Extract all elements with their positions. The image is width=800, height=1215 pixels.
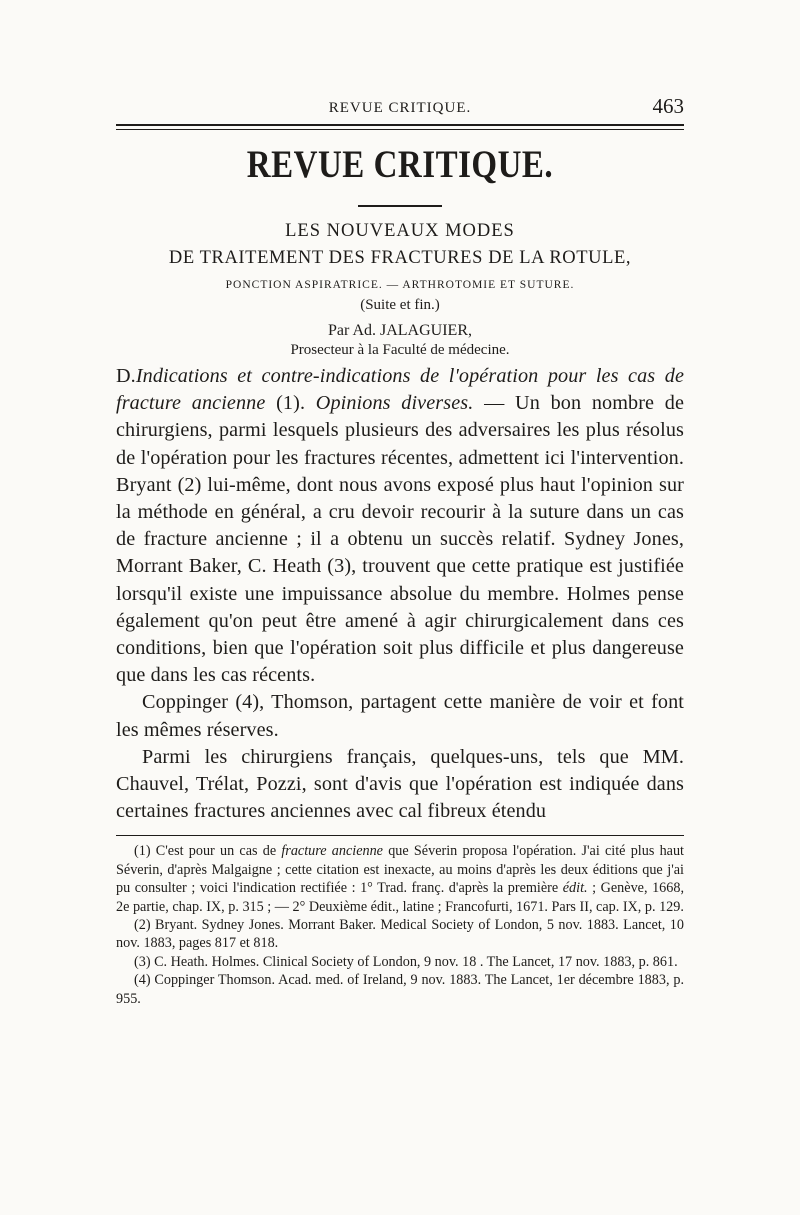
paragraph-1	[116, 363, 684, 689]
footnote-1-part-c: ; Genève, 1668, 2e partie, chap. IX, p. 315 ; — 2° Deuxième édit., latine ; Francofurti, 1671. Pars II, cap. IX, p. 129.	[116, 880, 684, 915]
footnote-2: (2) Bryant. Sydney Jones. Morrant Baker. Medical Society of London, 5 nov. 1883. Lancet, 10 nov. 1883, pages 817 et 818.	[116, 917, 684, 952]
footnote-rule	[116, 835, 684, 836]
footnote-1-part-a: (1) C'est pour un cas de	[134, 843, 282, 860]
author-byline: Par Ad. JALAGUIER,	[328, 322, 472, 339]
footnote-1-em-2: édit.	[562, 880, 588, 897]
footnotes	[116, 842, 684, 1008]
title-divider	[358, 205, 442, 207]
section-title: REVUE CRITIQUE.	[246, 144, 554, 187]
author-affiliation: Prosecteur à la Faculté de médecine.	[290, 342, 510, 358]
footnote-ref: (1).	[265, 392, 316, 415]
header-double-rule	[116, 124, 684, 130]
running-head	[116, 92, 684, 122]
article-body	[116, 363, 684, 825]
book-page	[116, 92, 684, 1008]
section-letter: D.	[116, 365, 136, 387]
footnote-1-em-1: fracture ancienne	[281, 843, 383, 860]
footnote-1	[116, 842, 684, 916]
paragraph-heading: Indications et contre-indications de l'opération pour les cas de fracture ancienne	[116, 365, 684, 415]
running-head-title: REVUE CRITIQUE.	[328, 100, 472, 116]
paragraph-2: Coppinger (4), Thomson, partagent cette manière de voir et font les mêmes réserves.	[116, 691, 684, 741]
footnote-3: (3) C. Heath. Holmes. Clinical Society of London, 9 nov. 18 . The Lancet, 17 nov. 1883, p. 861.	[134, 953, 678, 970]
article-title-line1: LES NOUVEAUX MODES	[285, 221, 515, 241]
paragraph-subheading: Opinions diverses.	[315, 392, 474, 415]
paragraph-1-text: — Un bon nombre de chirurgiens, parmi lesquels plusieurs des adversaires les plus résolus de l'opération pour les fractures récentes, admettent ici l'intervention. Bryant (2) lui-même, dont nous avons exposé plus haut l'opinion sur la méthode en général, a cru devoir recourir à la suture dans un cas de fracture ancienne ; il a obtenu un succès relatif. Sydney Jones, Morrant Baker, C. Heath (3), trouvent que cette pratique est justifiée lorsqu'il existe une impuissance absolue du membre. Holmes pense également qu'on peut être amené à agir chirurgicalement dans ces conditions, bien que l'opération soit plus difficile et plus dangereuse que dans les cas récents.	[116, 392, 685, 687]
footnote-4: (4) Coppinger Thomson. Acad. med. of Ireland, 9 nov. 1883. The Lancet, 1er décembre 1883, p. 955.	[116, 972, 684, 1007]
paragraph-3: Parmi les chirurgiens français, quelques-uns, tels que MM. Chauvel, Trélat, Pozzi, sont d'avis que l'opération est indiquée dans certaines fractures anciennes avec cal fibreux étendu	[116, 745, 684, 823]
article-subtitle: PONCTION ASPIRATRICE. — ARTHROTOMIE ET SUTURE.	[225, 279, 575, 291]
footnote-1-part-b: que Séverin proposa l'opération. J'ai cité plus haut Séverin, d'après Malgaigne ; cette citation est inexacte, au moins d'après les deux éditions que j'ai pu consulter ; voici l'indication rectifiée : 1° Trad. franç. d'après la première	[116, 843, 685, 897]
page-number: 463	[652, 94, 684, 118]
continuation-note: (Suite et fin.)	[360, 297, 440, 313]
article-title-line2: DE TRAITEMENT DES FRACTURES DE LA ROTULE,	[168, 248, 632, 268]
